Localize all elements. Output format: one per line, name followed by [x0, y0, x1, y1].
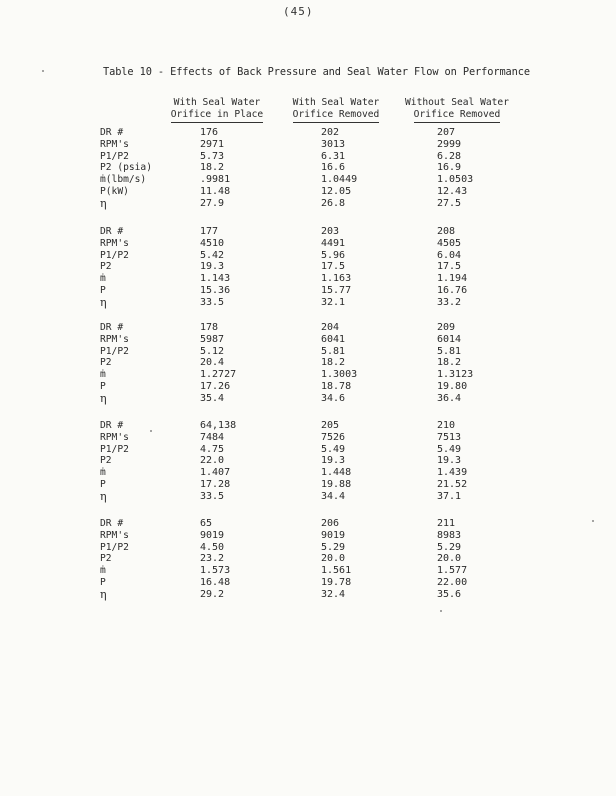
table-cell: 5.42: [200, 249, 225, 261]
table-cell: 5.96: [321, 249, 346, 261]
table-row: [100, 346, 520, 358]
table-cell: .9981: [200, 174, 231, 186]
table-cell: 1.3003: [321, 369, 358, 381]
column-header-with-orifice: [168, 97, 266, 123]
table-cell: 6014: [437, 333, 462, 345]
table-cell: 205: [321, 420, 340, 431]
table-row: [100, 174, 520, 186]
table-cell: 208: [437, 226, 456, 237]
table-row: [100, 186, 520, 198]
table-cell: 5.29: [321, 541, 346, 553]
row-label: DR #: [100, 322, 124, 333]
row-label: η: [100, 196, 107, 210]
table-row: [100, 479, 520, 491]
table-cell: 29.2: [200, 588, 225, 600]
table-cell: 19.3: [200, 261, 225, 273]
column-header-line1: With Seal Water: [173, 97, 261, 108]
table-cell: 209: [437, 322, 456, 333]
table-row: [100, 151, 520, 163]
table-cell: 6.31: [321, 150, 346, 162]
table-row: [100, 369, 520, 381]
table-cell: 36.4: [437, 392, 462, 404]
table-cell: 203: [321, 226, 340, 237]
table-cell: 65: [200, 518, 213, 529]
row-label: DR #: [100, 420, 124, 431]
table-cell: 17.5: [321, 261, 346, 273]
table-cell: 5.29: [437, 541, 462, 553]
row-label: P: [100, 284, 106, 296]
row-label: P: [100, 576, 106, 588]
table-cell: 16.48: [200, 576, 231, 588]
table-row: [100, 285, 520, 297]
table-row: [100, 322, 520, 334]
table-cell: 22.0: [200, 455, 225, 467]
table-cell: 2999: [437, 138, 462, 150]
table-cell: 34.4: [321, 490, 346, 502]
row-label: P1/P2: [100, 345, 129, 357]
row-label: DR #: [100, 226, 124, 237]
table-cell: 35.4: [200, 392, 225, 404]
table-row: [100, 297, 520, 309]
table-cell: 20.0: [437, 553, 462, 565]
table-cell: 5.49: [437, 443, 462, 455]
table-group: [100, 127, 520, 210]
table-cell: 17.5: [437, 261, 462, 273]
table-cell: 1.143: [200, 273, 231, 285]
table-cell: 202: [321, 127, 340, 138]
table-cell: 1.0503: [437, 174, 474, 186]
row-label: ṁ: [100, 273, 106, 285]
table-row: [100, 530, 520, 542]
table-cell: 1.439: [437, 467, 468, 479]
column-header-line2: Orifice Removed: [293, 109, 380, 123]
column-header-without-seal-water: [398, 97, 516, 123]
table-cell: 5.12: [200, 345, 225, 357]
row-label: DR #: [100, 127, 124, 138]
table-cell: 6.28: [437, 150, 462, 162]
table-cell: 3013: [321, 138, 346, 150]
row-label: P1/P2: [100, 249, 129, 261]
table-cell: 33.5: [200, 490, 225, 502]
table-cell: 7526: [321, 431, 346, 443]
row-label: ṁ(lbm/s): [100, 174, 147, 186]
table-row: [100, 467, 520, 479]
table-cell: 9019: [200, 529, 225, 541]
table-cell: 1.163: [321, 273, 352, 285]
table-cell: 6.04: [437, 249, 462, 261]
table-row: [100, 334, 520, 346]
table-group: [100, 322, 520, 405]
table-caption: Table 10 - Effects of Back Pressure and Seal Water Flow on Performance: [103, 66, 530, 78]
table-cell: 15.36: [200, 284, 231, 296]
row-label: P2: [100, 553, 112, 565]
table-cell: 35.6: [437, 588, 462, 600]
table-cell: 5.81: [437, 345, 462, 357]
table-row: [100, 393, 520, 405]
table-cell: 8983: [437, 529, 462, 541]
table-row: [100, 589, 520, 601]
table-cell: 4.50: [200, 541, 225, 553]
table-row: [100, 357, 520, 369]
table-cell: 20.4: [200, 357, 225, 369]
scan-speck: [592, 520, 594, 522]
table-cell: 5.73: [200, 150, 225, 162]
row-label: η: [100, 391, 107, 405]
table-row: [100, 238, 520, 250]
row-label: P1/P2: [100, 150, 129, 162]
table-cell: 19.3: [437, 455, 462, 467]
table-cell: 32.4: [321, 588, 346, 600]
table-cell: 5.49: [321, 443, 346, 455]
column-header-line1: With Seal Water: [292, 97, 380, 108]
table-cell: 4.75: [200, 443, 225, 455]
table-cell: 18.78: [321, 380, 352, 392]
table-cell: 178: [200, 322, 219, 333]
table-group: [100, 518, 520, 601]
table-cell: 17.28: [200, 478, 231, 490]
table-cell: 33.2: [437, 296, 462, 308]
table-row: [100, 455, 520, 467]
table-row: [100, 420, 520, 432]
table-cell: 1.407: [200, 467, 231, 479]
table-cell: 15.77: [321, 284, 352, 296]
table-cell: 37.1: [437, 490, 462, 502]
table-cell: 207: [437, 127, 456, 138]
page-number: (45): [283, 5, 314, 18]
table-cell: 1.561: [321, 565, 352, 577]
table-cell: 12.05: [321, 185, 352, 197]
table-row: [100, 491, 520, 503]
table-cell: 16.6: [321, 162, 346, 174]
table-row: [100, 127, 520, 139]
table-cell: 18.2: [321, 357, 346, 369]
table-row: [100, 381, 520, 393]
table-row: [100, 518, 520, 530]
column-header-line1: Without Seal Water: [405, 97, 509, 108]
table-cell: 32.1: [321, 296, 346, 308]
table-row: [100, 198, 520, 210]
table-cell: 2971: [200, 138, 225, 150]
row-label: RPM's: [100, 431, 129, 443]
table-cell: 1.3123: [437, 369, 474, 381]
table-cell: 16.9: [437, 162, 462, 174]
row-label: P2: [100, 261, 112, 273]
column-header-orifice-removed: [286, 97, 386, 123]
table-row: [100, 577, 520, 589]
table-cell: 211: [437, 518, 456, 529]
table-cell: 64,138: [200, 420, 237, 431]
table-cell: 1.0449: [321, 174, 358, 186]
scan-speck: [150, 430, 152, 432]
table-cell: 18.2: [200, 162, 225, 174]
table-cell: 176: [200, 127, 219, 138]
row-label: ṁ: [100, 369, 106, 381]
table-cell: 27.5: [437, 197, 462, 209]
row-label: RPM's: [100, 237, 129, 249]
column-header-line2: Orifice Removed: [414, 109, 501, 123]
table-cell: 19.88: [321, 478, 352, 490]
row-label: RPM's: [100, 138, 129, 150]
row-label: P(kW): [100, 185, 129, 197]
row-label: P: [100, 478, 106, 490]
table-cell: 33.5: [200, 296, 225, 308]
row-label: P1/P2: [100, 541, 129, 553]
table-cell: 18.2: [437, 357, 462, 369]
table-row: [100, 139, 520, 151]
row-label: ṁ: [100, 565, 106, 577]
table-cell: 26.8: [321, 197, 346, 209]
table-cell: 210: [437, 420, 456, 431]
table-cell: 7484: [200, 431, 225, 443]
row-label: η: [100, 489, 107, 503]
table-group: [100, 420, 520, 503]
table-cell: 23.2: [200, 553, 225, 565]
table-cell: 5.81: [321, 345, 346, 357]
table-cell: 19.80: [437, 380, 468, 392]
table-cell: 1.573: [200, 565, 231, 577]
table-row: [100, 444, 520, 456]
table-row: [100, 162, 520, 174]
table-cell: 206: [321, 518, 340, 529]
table-cell: 177: [200, 226, 219, 237]
table-row: [100, 565, 520, 577]
table-cell: 17.26: [200, 380, 231, 392]
row-label: DR #: [100, 518, 124, 529]
row-label: RPM's: [100, 529, 129, 541]
table-cell: 7513: [437, 431, 462, 443]
table-cell: 1.577: [437, 565, 468, 577]
row-label: RPM's: [100, 333, 129, 345]
row-label: P2: [100, 455, 112, 467]
table-row: [100, 553, 520, 565]
table-cell: 27.9: [200, 197, 225, 209]
table-row: [100, 432, 520, 444]
table-cell: 6041: [321, 333, 346, 345]
table-cell: 21.52: [437, 478, 468, 490]
table-row: [100, 261, 520, 273]
table-cell: 9019: [321, 529, 346, 541]
table-cell: 12.43: [437, 185, 468, 197]
table-row: [100, 250, 520, 262]
table-cell: 204: [321, 322, 340, 333]
table-cell: 22.00: [437, 576, 468, 588]
table-cell: 1.448: [321, 467, 352, 479]
table-cell: 11.48: [200, 185, 231, 197]
table-cell: 1.194: [437, 273, 468, 285]
table-cell: 16.76: [437, 284, 468, 296]
table-cell: 4505: [437, 237, 462, 249]
table-cell: 19.78: [321, 576, 352, 588]
table-cell: 34.6: [321, 392, 346, 404]
scan-speck: [440, 610, 442, 612]
table-row: [100, 542, 520, 554]
table-cell: 1.2727: [200, 369, 237, 381]
row-label: η: [100, 587, 107, 601]
row-label: ṁ: [100, 467, 106, 479]
table-cell: 5987: [200, 333, 225, 345]
table-cell: 19.3: [321, 455, 346, 467]
column-header-line2: Orifice in Place: [171, 109, 263, 123]
table-cell: 20.0: [321, 553, 346, 565]
row-label: P: [100, 380, 106, 392]
table-cell: 4491: [321, 237, 346, 249]
table-row: [100, 226, 520, 238]
table-cell: 4510: [200, 237, 225, 249]
table-group: [100, 226, 520, 309]
row-label: P2: [100, 357, 112, 369]
scan-speck: [42, 70, 44, 72]
row-label: η: [100, 295, 107, 309]
row-label: P1/P2: [100, 443, 129, 455]
table-row: [100, 273, 520, 285]
row-label: P2 (psia): [100, 162, 152, 174]
